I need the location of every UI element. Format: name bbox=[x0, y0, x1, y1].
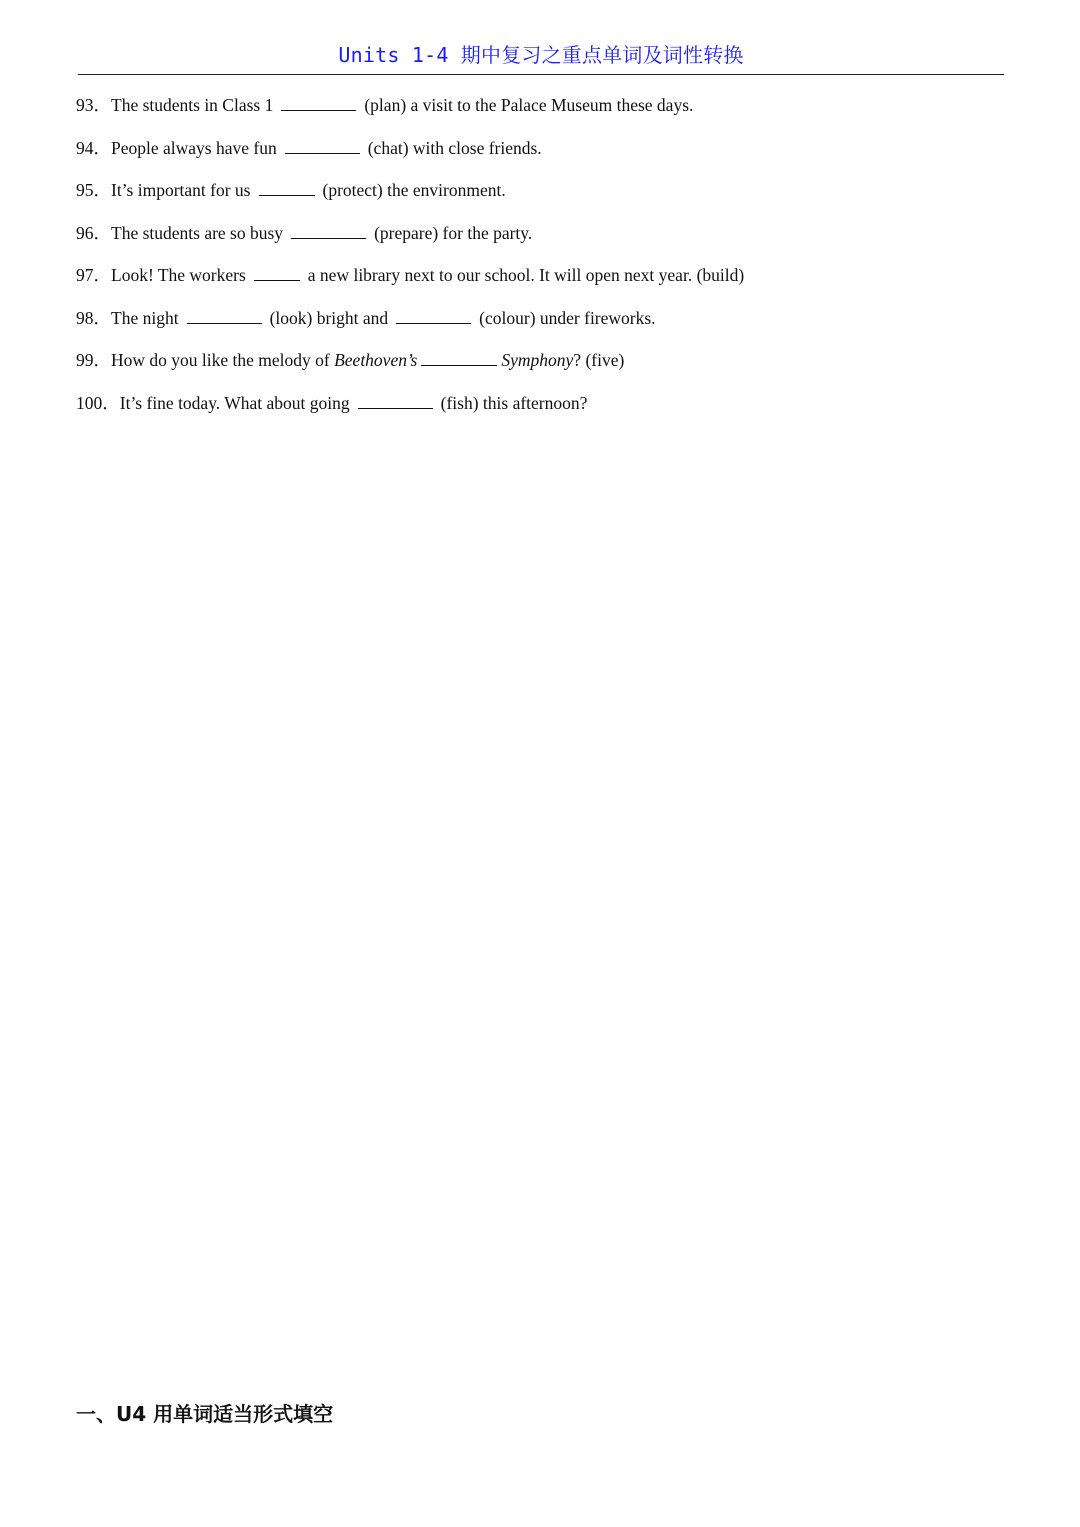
answer-blank[interactable] bbox=[285, 136, 360, 154]
exercise-text: It’s important for us bbox=[111, 180, 251, 200]
exercise-item bbox=[76, 220, 1006, 263]
exercise-number: 94． bbox=[76, 137, 111, 158]
exercise-item bbox=[76, 92, 1006, 135]
exercise-text: (chat) with close friends. bbox=[367, 137, 542, 158]
exercise-text: The students are so busy bbox=[111, 222, 284, 243]
answer-blank[interactable] bbox=[421, 348, 497, 366]
page-title: Units 1-4 期中复习之重点单词及词性转换 bbox=[338, 43, 744, 67]
answer-blank[interactable] bbox=[358, 391, 433, 409]
exercise-text: The night bbox=[111, 307, 179, 328]
exercise-number: 99． bbox=[76, 350, 111, 370]
section-heading: 一、U4 用单词适当形式填空 bbox=[76, 1402, 334, 1426]
page-header bbox=[78, 38, 1004, 75]
exercise-text: (protect) the environment. bbox=[322, 180, 506, 200]
exercise-item bbox=[76, 177, 1006, 220]
answer-blank[interactable] bbox=[291, 221, 366, 239]
exercise-text: ? (five) bbox=[573, 350, 625, 370]
exercise-text: The students in Class 1 bbox=[111, 95, 274, 115]
exercise-text: How do you like the melody of bbox=[111, 350, 330, 370]
exercise-list bbox=[76, 92, 1006, 432]
exercise-number: 98． bbox=[76, 307, 111, 328]
exercise-number: 93． bbox=[76, 95, 111, 115]
exercise-text: (plan) a visit to the Palace Museum these days. bbox=[364, 95, 694, 115]
exercise-text: It’s fine today. What about going bbox=[119, 392, 350, 413]
exercise-item bbox=[76, 305, 1006, 348]
answer-blank[interactable] bbox=[396, 306, 471, 324]
exercise-number: 100． bbox=[76, 392, 120, 413]
answer-blank[interactable] bbox=[187, 306, 262, 324]
answer-blank[interactable] bbox=[281, 93, 356, 111]
exercise-text: People always have fun bbox=[111, 137, 277, 158]
exercise-number: 96． bbox=[76, 222, 111, 243]
exercise-item bbox=[76, 347, 1006, 390]
exercise-item bbox=[76, 135, 1006, 178]
exercise-text: a new library next to our school. It will open next year. (build) bbox=[307, 265, 745, 285]
answer-blank[interactable] bbox=[254, 263, 300, 281]
exercise-text-italic: Symphony bbox=[501, 350, 574, 370]
exercise-text: (prepare) for the party. bbox=[374, 222, 533, 243]
exercise-text: (look) bright and bbox=[269, 307, 389, 328]
exercise-number: 97． bbox=[76, 265, 111, 285]
exercise-text: Look! The workers bbox=[111, 265, 246, 285]
exercise-text: (colour) under fireworks. bbox=[479, 307, 656, 328]
exercise-number: 95． bbox=[76, 180, 111, 200]
answer-blank[interactable] bbox=[259, 178, 315, 196]
exercise-item bbox=[76, 390, 1006, 433]
exercise-text: (fish) this afternoon? bbox=[440, 392, 588, 413]
exercise-item bbox=[76, 262, 1006, 305]
exercise-text-italic: Beethoven’s bbox=[334, 350, 418, 370]
